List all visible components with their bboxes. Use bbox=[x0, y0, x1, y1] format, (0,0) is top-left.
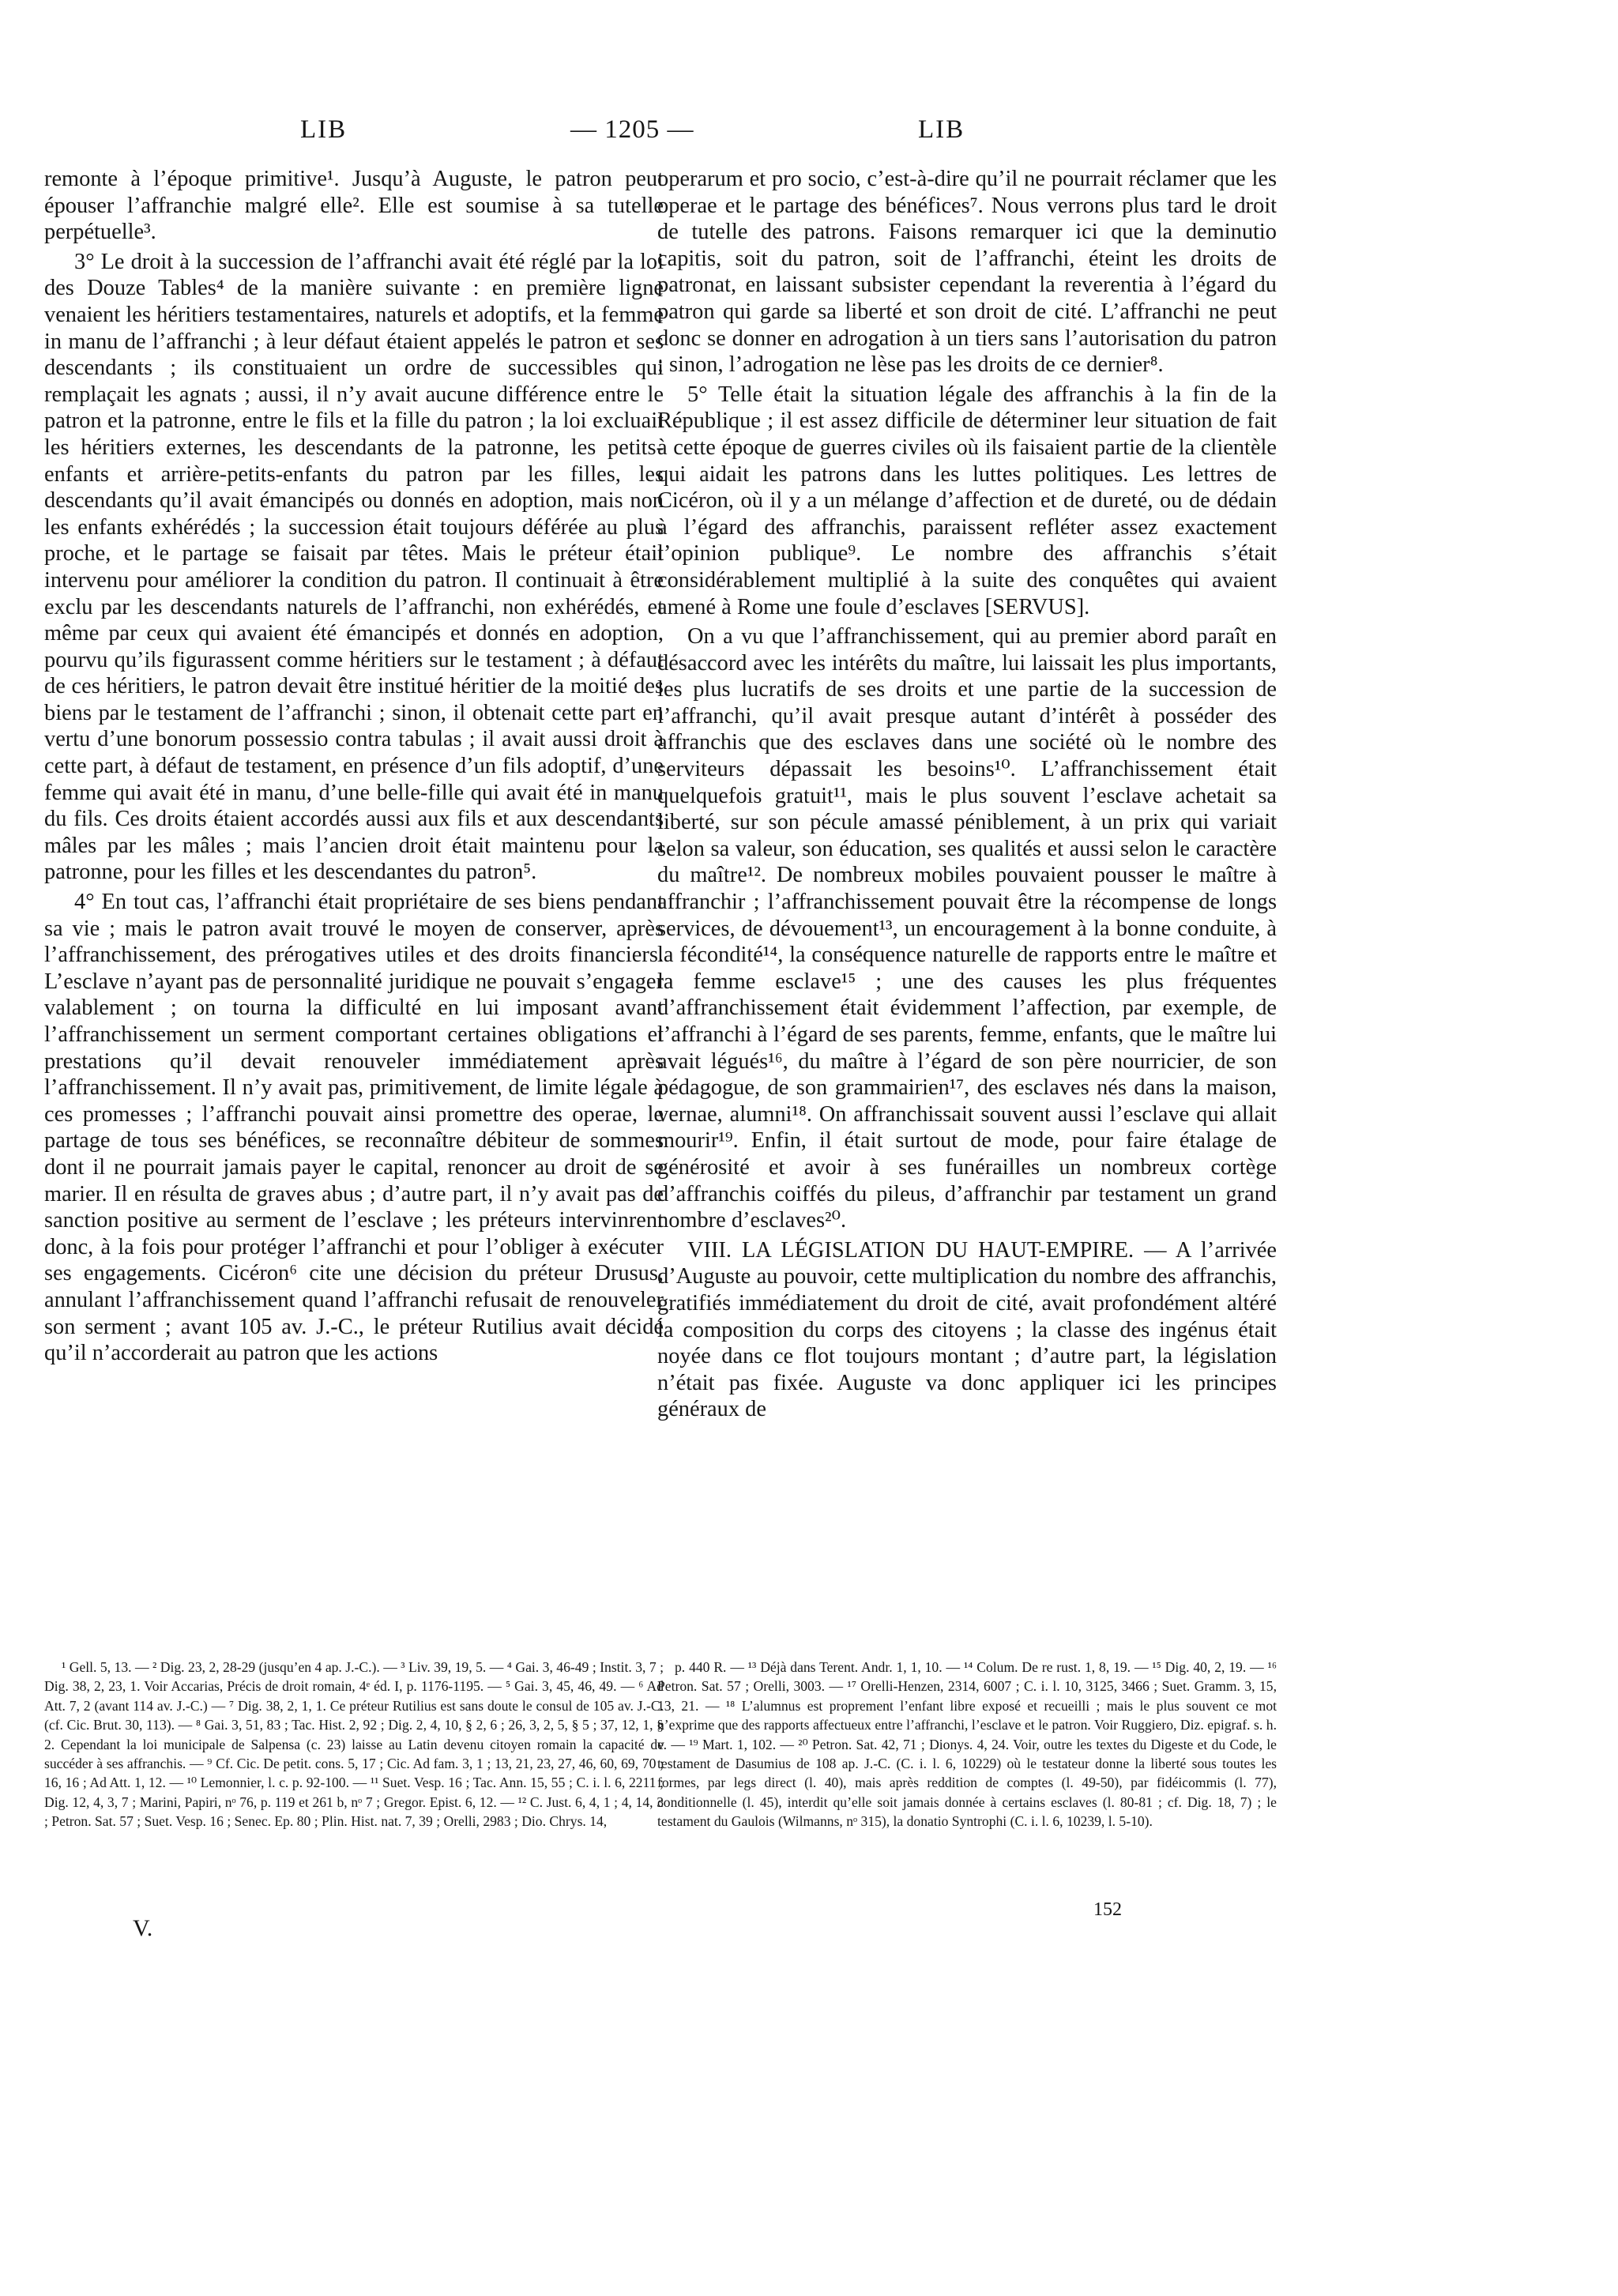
paragraph: 3° Le droit à la succession de l’affranchi avait été réglé par la loi des Douze Tables⁴ de la manière suivante : en première ligne venaient les héritiers testamentaires, naturels et adoptifs, et la femme in manu de l’affranchi ; à leur défaut étaient appelés le patron et ses descendants ; ils constituaient un ordre de successibles qui remplaçait les agnats ; aussi, il n’y avait aucune différence entre le patron et la patronne, entre le fils et la fille du patron ; la loi excluait les héritiers externes, les descendants de la patronne, les petits-enfants et arrière-petits-enfants du patron par les filles, les descendants qu’il avait émancipés ou donnés en adoption, mais non les enfants exhérédés ; la succession était toujours déférée au plus proche, et le partage se faisait par têtes. Mais le préteur était intervenu pour améliorer la condition du patron. Il continuait à être exclu par les descendants naturels de l’affranchi, non exhérédés, et même par ceux qui avaient été émancipés et donnés en adoption, pourvu qu’ils figurassent comme héritiers sur le testament ; à défaut de ces héritiers, le patron devait être institué héritier de la moitié des biens par le testament de l’affranchi ; sinon, il obtenait cette part en vertu d’une bonorum possessio contra tabulas ; il avait aussi droit à cette part, à défaut de testament, en présence d’un fils adoptif, d’une femme qui avait été in manu, d’une belle-fille qui avait été in manu du fils. Ces droits étaient accordés aussi aux fils et aux descendants mâles par les mâles ; mais l’ancien droit était maintenu pour la patronne, pour les filles et les descendantes du patron⁵. bbox=[44, 249, 664, 885]
left-column bbox=[44, 166, 664, 1367]
paragraph: operarum et pro socio, c’est-à-dire qu’il ne pourrait réclamer que les operae et le partage des bénéfices⁷. Nous verrons plus tard le droit de tutelle des patrons. Faisons remarquer ici que la deminutio capitis, soit du patron, soit de l’affranchi, éteint les droits de patronat, en laissant subsister cependant la reverentia à l’égard du patron qui garde sa liberté et son droit de cité. L’affranchi ne peut donc se donner en adrogation à un tiers sans l’autorisation du patron ; sinon, l’adrogation ne lèse pas les droits de ce dernier⁸. bbox=[657, 167, 1277, 378]
running-head-right: LIB bbox=[918, 115, 965, 144]
sheet-signature: 152 bbox=[1093, 1899, 1122, 1920]
page-number: — 1205 — bbox=[570, 115, 694, 144]
footnote-text: ¹ Gell. 5, 13. — ² Dig. 23, 2, 28-29 (jusqu’en 4 ap. J.-C.). — ³ Liv. 39, 19, 5. — ⁴ Gai. 3, 46-49 ; Instit. 3, 7 ; Dig. 38, 2, 23, 1. Voir Accarias, Précis de droit romain, 4ᵉ éd. I, p. 1176-1195. — ⁵ Gai. 3, 45, 46, 49. — ⁶ Ad Att. 7, 2 (avant 114 av. J.-C.) — ⁷ Dig. 38, 2, 1, 1. Ce préteur Rutilius est sans doute le consul de 105 av. J.-C. (cf. Cic. Brut. 30, 113). — ⁸ Gai. 3, 51, 83 ; Tac. Hist. 2, 92 ; Dig. 2, 4, 10, § 2, 6 ; 26, 3, 2, 5, § 5 ; 37, 12, 1, § 2. Cependant la loi municipale de Salpensa (c. 23) laisse au Latin devenu citoyen romain la capacité de succéder à ses affranchis. — ⁹ Cf. Cic. De petit. cons. 5, 17 ; Cic. Ad fam. 3, 1 ; 13, 21, 23, 27, 46, 60, 69, 70 ; 16, 16 ; Ad Att. 1, 12. — ¹⁰ Lemonnier, l. c. p. 92-100. — ¹¹ Suet. Vesp. 16 ; Tac. Ann. 15, 55 ; C. i. l. 6, 2211 ; Dig. 12, 4, 3, 7 ; Marini, Papiri, nᵒ 76, p. 119 et 261 b, nᵒ 7 ; Gregor. Epist. 6, 12. — ¹² C. Just. 6, 4, 1 ; 4, 14, 3 ; Petron. Sat. 57 ; Suet. Vesp. 16 ; Senec. Ep. 80 ; Plin. Hist. nat. 7, 39 ; Orelli, 2983 ; Dio. Chrys. 14, bbox=[44, 1659, 664, 1830]
volume-signature: V. bbox=[133, 1915, 153, 1941]
right-column bbox=[657, 166, 1277, 1423]
footnote-text: p. 440 R. — ¹³ Déjà dans Terent. Andr. 1, 1, 10. — ¹⁴ Colum. De re rust. 1, 8, 19. — ¹⁵ Dig. 40, 2, 19. — ¹⁶ Petron. Sat. 57 ; Orelli, 3003. — ¹⁷ Orelli-Henzen, 2314, 6007 ; C. i. l. 10, 3125, 3466 ; Suet. Gramm. 3, 15, 13, 21. — ¹⁸ L’alumnus est proprement l’enfant libre exposé et recueilli ; mais le plus souvent ce mot n’exprime que des rapports affectueux entre l’affranchi, l’esclave et le patron. Voir Ruggiero, Diz. epigraf. s. h. v. — ¹⁹ Mart. 1, 102. — ²⁰ Petron. Sat. 42, 71 ; Dionys. 4, 24. Voir, outre les textes du Digeste et du Code, le testament de Dasumius de 108 ap. J.-C. (C. i. l. 6, 10229) où le testateur donne la liberté sous toutes les formes, par legs direct (l. 40), mais après reddition de comptes (l. 49-50), par fidéicommis (l. 77), conditionnelle (l. 45), interdit qu’elle soit jamais donnée à certains esclaves (l. 80-81 ; cf. Dig. 18, 7) ; le testament du Gaulois (Wilmanns, nᵒ 315), la donatio Syntrophi (C. i. l. 6, 10239, l. 5-10). bbox=[657, 1659, 1277, 1830]
footnotes-left bbox=[44, 1658, 664, 1831]
paragraph: 5° Telle était la situation légale des affranchis à la fin de la République ; il est assez difficile de déterminer leur situation de fait à cette époque de guerres civiles où ils faisaient partie de la clientèle qui aidait les patrons dans les luttes politiques. Les lettres de Cicéron, où il y a un mélange d’affection et de dureté, ou de dédain à l’égard des affranchis, paraissent refléter assez exactement l’opinion publique⁹. Le nombre des affranchis s’était considérablement multiplié à la suite des conquêtes qui avaient amené à Rome une foule d’esclaves [SERVUS]. bbox=[657, 382, 1277, 619]
paragraph: On a vu que l’affranchissement, qui au premier abord paraît en désaccord avec les intérêts du maître, lui laissait les plus importants, les plus lucratifs de ses droits et une partie de la succession de l’affranchi, qu’il avait presque autant d’intérêt à posséder des affranchis que des esclaves dans une société où le nombre des serviteurs dépassait les besoins¹⁰. L’affranchissement était quelquefois gratuit¹¹, mais le plus souvent l’esclave achetait sa liberté, sur son pécule amassé péniblement, à un prix qui variait selon sa valeur, son éducation, ses qualités et aussi selon le caractère du maître¹². De nombreux mobiles pouvaient pousser le maître à affranchir ; l’affranchissement pouvait être la récompense de longs services, de dévouement¹³, un encouragement à la bonne conduite, à la fécondité¹⁴, la conséquence naturelle de rapports entre le maître et la femme esclave¹⁵ ; une des causes les plus fréquentes d’affranchissement était évidemment l’affection, par exemple, de l’affranchi à l’égard de ses parents, femme, enfants, que le maître lui avait légués¹⁶, du maître à l’égard de son père nourricier, de son pédagogue, de son grammairien¹⁷, des esclaves nés dans la maison, vernae, alumni¹⁸. On affranchissait souvent aussi l’esclave qui allait mourir¹⁹. Enfin, il était surtout de mode, pour faire étalage de générosité et avoir à ses funérailles un nombreux cortège d’affranchis coiffés du pileus, d’affranchir par testament un grand nombre d’esclaves²⁰. bbox=[657, 624, 1277, 1233]
footnotes-right bbox=[657, 1658, 1277, 1831]
section-heading-paragraph: VIII. LA LÉGISLATION DU HAUT-EMPIRE. — A l’arrivée d’Auguste au pouvoir, cette multiplication du nombre des affranchis, gratifiés immédiatement du droit de cité, avait profondément altéré la composition du corps des citoyens ; la classe des ingénus était noyée dans ce flot toujours montant ; d’autre part, la législation n’était pas fixée. Auguste va donc appliquer ici les principes généraux de bbox=[657, 1237, 1277, 1422]
paragraph: 4° En tout cas, l’affranchi était propriétaire de ses biens pendant sa vie ; mais le patron avait trouvé le moyen de conserver, après l’affranchissement, des prérogatives utiles et des droits financiers. L’esclave n’ayant pas de personnalité juridique ne pouvait s’engager valablement ; on tourna la difficulté en lui imposant avant l’affranchissement un serment comportant certaines obligations et prestations qu’il devait renouveler immédiatement après l’affranchissement. Il n’y avait pas, primitivement, de limite légale à ces promesses ; l’affranchi pouvait ainsi promettre des operae, le partage de tous ses bénéfices, se reconnaître débiteur de sommes dont il ne pourrait jamais payer le capital, renoncer au droit de se marier. Il en résulta de graves abus ; d’autre part, il n’y avait pas de sanction positive au serment de l’esclave ; les préteurs intervinrent donc, à la fois pour protéger l’affranchi et pour l’obliger à exécuter ses engagements. Cicéron⁶ cite une décision du préteur Drusus, annulant l’affranchissement quand l’affranchi refusait de renouveler son serment ; avant 105 av. J.-C., le préteur Rutilius avait décidé qu’il n’accorderait au patron que les actions bbox=[44, 890, 664, 1366]
running-head-left: LIB bbox=[300, 115, 348, 144]
paragraph: remonte à l’époque primitive¹. Jusqu’à Auguste, le patron peut épouser l’affranchie malgré elle². Elle est soumise à sa tutelle perpétuelle³. bbox=[44, 167, 664, 245]
